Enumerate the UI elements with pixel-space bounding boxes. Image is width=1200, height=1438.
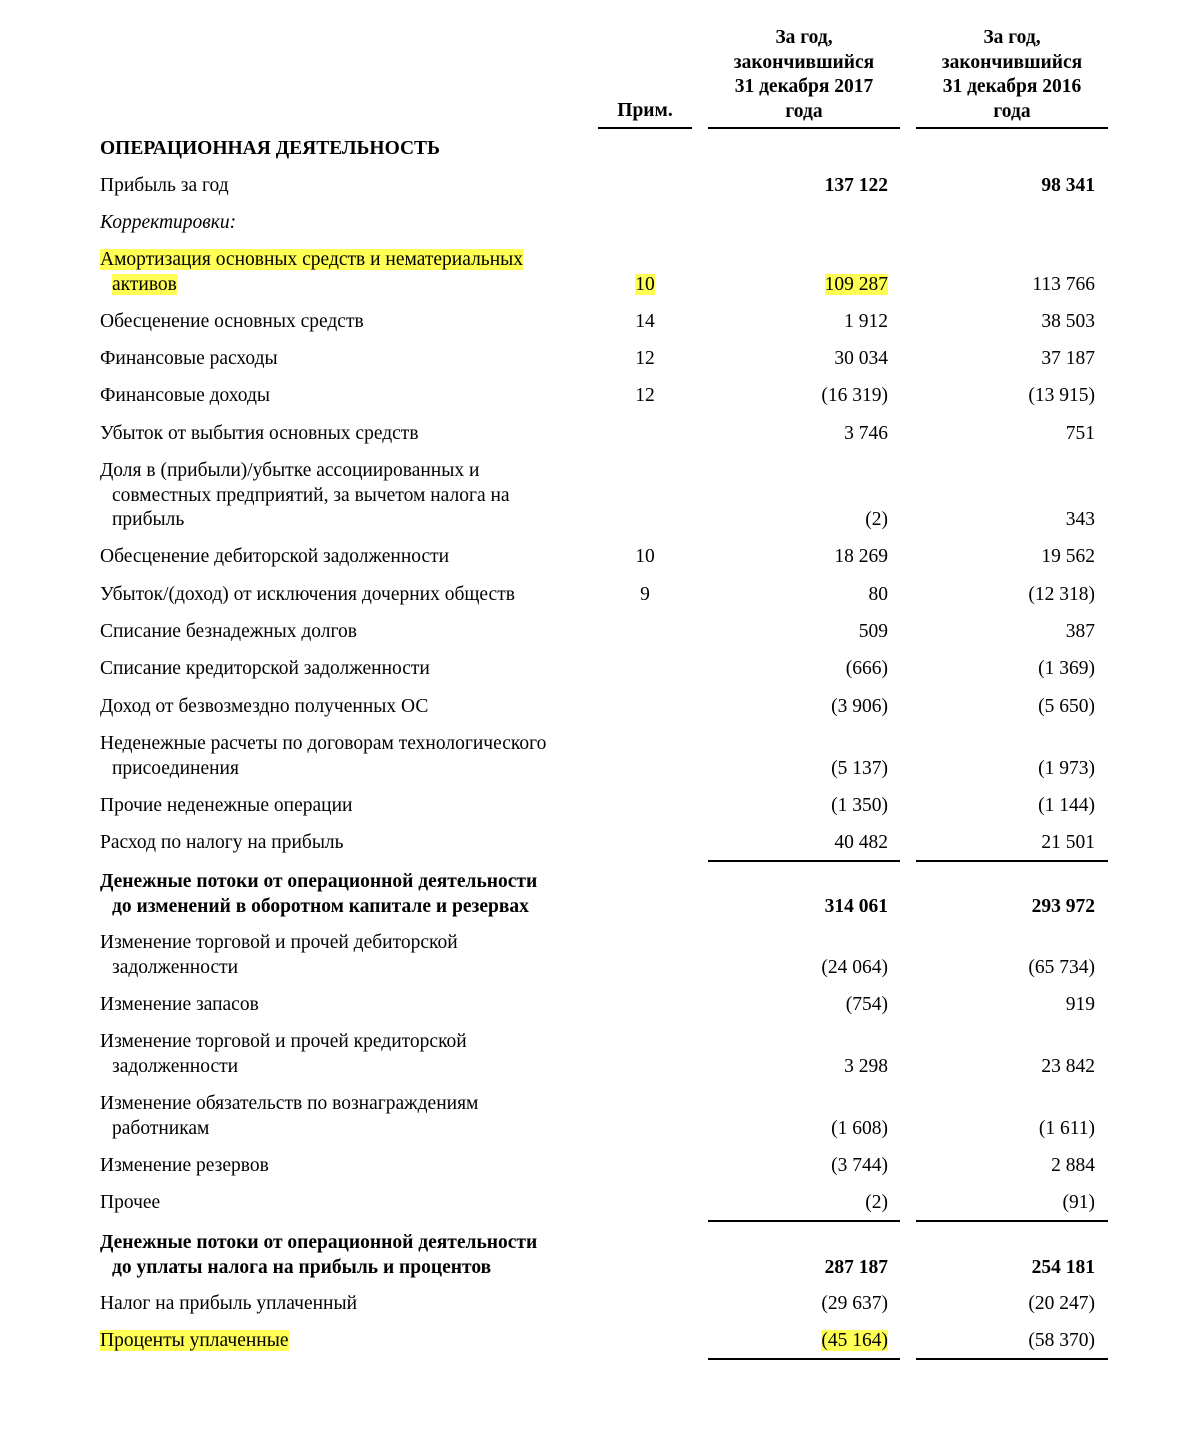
value-2017: 287 187 [824,1256,888,1278]
value-2016: 113 766 [1032,273,1095,295]
value-2016: (58 370) [1028,1330,1095,1351]
value-2017: (5 137) [831,757,888,779]
row-label: Доля в (прибыли)/убытке ассоциированных и [100,460,480,481]
value-2016: 919 [1065,994,1095,1015]
value-2016: (1 369) [1038,658,1095,679]
value-2017: (16 319) [821,385,888,406]
note-ref: 9 [640,584,650,605]
header-2016-line: года [993,100,1031,122]
note-ref: 12 [635,385,655,406]
row-label-cont: присоединения [112,757,239,779]
row-label: Проценты уплаченные [100,1330,289,1351]
value-2016: 387 [1065,621,1095,642]
value-2016: 19 562 [1041,546,1095,567]
row-label: Изменение торговой и прочей кредиторской [100,1031,467,1052]
header-2016-line: закончившийся [941,51,1083,73]
row-label-cont: до изменений в оборотном капитале и резервах [112,895,529,917]
value-2016: 343 [1065,509,1095,530]
value-2016: (65 734) [1028,956,1095,978]
value-2017: 109 287 [824,273,888,295]
header-rule-2017 [708,127,900,129]
value-2017: (3 906) [831,696,888,717]
row-label: Изменение торговой и прочей дебиторской [100,932,458,953]
value-2017: 80 [868,584,888,605]
row-label-cont: задолженности [112,956,239,978]
value-2016: 98 341 [1041,175,1095,196]
value-2017: (2) [865,1192,888,1213]
row-label: Прочее [100,1192,161,1213]
row-label: Обесценение основных средств [100,311,364,332]
value-2017: (1 350) [831,795,888,816]
value-2016: (1 611) [1038,1117,1095,1139]
row-label-cont: задолженности [112,1055,239,1077]
note-ref: 12 [635,348,655,369]
value-2017: 1 912 [844,311,888,332]
value-2016: (91) [1062,1192,1095,1213]
header-2016-line: За год, [983,27,1041,48]
bottom-rule-2017 [708,1358,900,1360]
value-2016: 23 842 [1041,1055,1095,1077]
value-2016: (5 650) [1038,696,1095,717]
value-2017: (45 164) [821,1330,888,1351]
header-rule-note [598,127,692,129]
header-note-column: Прим. [617,100,673,121]
row-label: Доход от безвозмездно полученных ОС [100,696,429,717]
note-ref: 10 [635,546,655,567]
subtotal-rule-2016 [916,1220,1108,1222]
value-2017: 18 269 [834,546,888,567]
row-label: Финансовые доходы [100,385,271,406]
value-2016: (12 318) [1028,584,1095,605]
row-label: Обесценение дебиторской задолженности [100,546,450,567]
row-label: Денежные потоки от операционной деятельности [100,1232,538,1253]
row-label-cont: до уплаты налога на прибыль и процентов [112,1256,492,1278]
row-label: Прибыль за год [100,175,229,196]
value-2017: (754) [845,994,888,1015]
value-2016: 254 181 [1031,1256,1095,1278]
value-2017: 509 [858,621,888,642]
row-label: Списание кредиторской задолженности [100,658,430,679]
header-rule-2016 [916,127,1108,129]
header-2017-line: закончившийся [733,51,875,73]
subtotal-rule-2017 [708,1220,900,1222]
note-ref: 10 [635,273,655,295]
value-2016: (1 144) [1038,795,1095,816]
row-label: Изменение запасов [100,994,259,1015]
row-label: Списание безнадежных долгов [100,621,358,642]
value-2016: 21 501 [1041,832,1095,853]
value-2016: 38 503 [1041,311,1095,332]
row-label-cont: прибыль [112,509,185,530]
row-label: Изменение резервов [100,1155,269,1176]
header-2016-line: 31 декабря 2016 [942,76,1082,97]
value-2016: 2 884 [1051,1155,1095,1176]
value-2017: (2) [865,509,888,530]
row-label: Налог на прибыль уплаченный [100,1293,358,1314]
value-2016: 293 972 [1031,895,1095,917]
value-2017: (666) [845,658,888,679]
subtotal-rule-2017 [708,860,900,862]
header-2017-line: 31 декабря 2017 [734,76,874,97]
row-label: Финансовые расходы [100,348,278,369]
header-2017-line: За год, [775,27,833,48]
value-2017: 3 746 [844,423,888,444]
value-2017: (1 608) [831,1117,888,1139]
header-2017-column [708,26,900,124]
row-label: Убыток от выбытия основных средств [100,423,419,444]
row-label: Корректировки: [100,212,237,233]
value-2016: (20 247) [1028,1293,1095,1314]
row-label: Амортизация основных средств и нематериальных [100,249,523,270]
subtotal-rule-2016 [916,860,1108,862]
row-label-cont: активов [112,273,177,295]
row-label-cont: совместных предприятий, за вычетом налога на [112,484,510,506]
row-label-cont: работникам [112,1117,210,1139]
value-2017: 30 034 [834,348,888,369]
note-ref: 14 [635,311,655,332]
value-2016: 37 187 [1041,348,1095,369]
value-2017: 40 482 [834,832,888,853]
value-2017: (29 637) [821,1293,888,1314]
value-2017: 137 122 [824,175,888,196]
value-2017: 3 298 [844,1055,888,1077]
row-label: Убыток/(доход) от исключения дочерних обществ [100,584,515,605]
value-2016: 751 [1065,423,1095,444]
header-2017-line: года [785,100,823,122]
value-2016: (13 915) [1028,385,1095,406]
row-label: Денежные потоки от операционной деятельности [100,871,538,892]
row-label: Неденежные расчеты по договорам технологического [100,733,547,754]
value-2017: (3 744) [831,1155,888,1176]
header-2016-column [916,26,1108,124]
value-2016: (1 973) [1038,757,1095,779]
row-label: Изменение обязательств по вознаграждениям [100,1093,479,1114]
value-2017: 314 061 [824,895,888,917]
row-label: Прочие неденежные операции [100,795,353,816]
section-title: ОПЕРАЦИОННАЯ ДЕЯТЕЛЬНОСТЬ [100,138,440,159]
bottom-rule-2016 [916,1358,1108,1360]
value-2017: (24 064) [821,956,888,978]
row-label: Расход по налогу на прибыль [100,832,344,853]
